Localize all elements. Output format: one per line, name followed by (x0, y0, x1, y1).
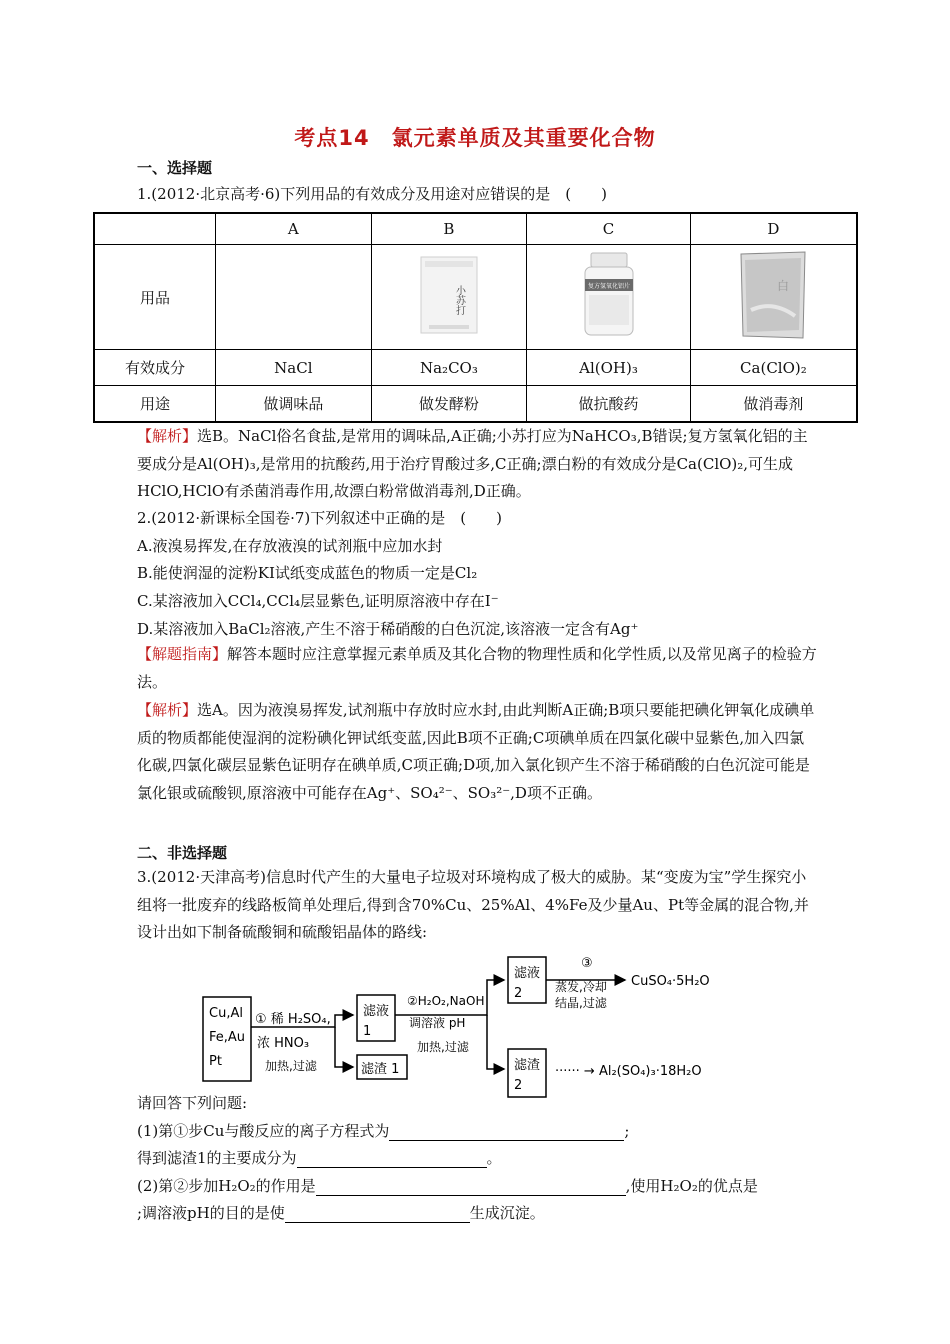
use-cell-a: 做调味品 (216, 386, 372, 423)
q2-option-b: B.能使润湿的淀粉KI试纸变成蓝色的物质一定是Cl₂ (137, 564, 478, 582)
q3-sub1b (137, 1148, 502, 1168)
start-line-1: Cu,Al (209, 1006, 243, 1021)
header-cell-c: C (527, 213, 691, 245)
q2-option-d: D.某溶液加入BaCl₂溶液,产生不溶于稀硝酸的白色沉淀,该溶液一定含有Ag⁺ (137, 620, 639, 638)
step1-reagent-label: ① 稀 H₂SO₄, (255, 1012, 331, 1027)
step2-ph-label: 调溶液 pH (409, 1016, 466, 1030)
residue1-label: 滤渣 1 (361, 1062, 400, 1077)
filtrate1-label: 滤液 (363, 1004, 390, 1019)
q2-guide (137, 641, 817, 696)
q2-guide-text: 解答本题时应注意掌握元素单质及其化合物的物理性质和化学性质,以及常见离子的检验方法。 (137, 645, 817, 691)
filtrate2-number: 2 (514, 986, 523, 1001)
step3-label-2: 结晶,过滤 (555, 996, 607, 1010)
q3-sub1b-end: 。 (486, 1149, 502, 1167)
product2-label: ······ → Al₂(SO₄)₃·18H₂O (555, 1064, 702, 1079)
analysis-tag: 【解析】 (137, 427, 198, 445)
step1-reagent-label-2: 浓 HNO₃ (257, 1036, 310, 1051)
answer-blank-2[interactable] (297, 1151, 487, 1168)
q3-sub1a (137, 1121, 629, 1141)
q3-sub1b-text: 得到滤渣1的主要成分为 (137, 1149, 297, 1167)
q3-stem: 3.(2012·天津高考)信息时代产生的大量电子垃圾对环境构成了极大的威胁。某“变废为宝”学生探究小组将一批废弃的线路板简单处理后,得到含70%Cu、25%Al、4%Fe及少量Au、Pt等金属的混合物,并设计出如下制备硫酸铜和硫酸铝晶体的路线: (137, 868, 809, 941)
step2-reagent-label: ②H₂O₂,NaOH (407, 994, 485, 1008)
table-corner-cell (94, 213, 216, 245)
use-cell-d: 做消毒剂 (690, 386, 857, 423)
component-cell-a: NaCl (216, 350, 372, 386)
q3-sub2b (137, 1203, 545, 1223)
item-cell-b (371, 245, 527, 350)
q3-sub1a-text: (1)第①步Cu与酸反应的离子方程式为 (137, 1122, 390, 1140)
q2-option-c: C.某溶液加入CCl₄,CCl₄层显紫色,证明原溶液中存在I⁻ (137, 592, 499, 610)
q3-prompt: 请回答下列问题: (137, 1094, 248, 1112)
row-label-item: 用品 (94, 245, 216, 350)
section-heading-nonchoice: 二、非选择题 (137, 844, 228, 862)
item-cell-d (690, 245, 857, 350)
baking-soda-label: 小苏打 (453, 285, 465, 315)
start-line-3: Pt (209, 1054, 222, 1069)
page-title: 考点14 氯元素单质及其重要化合物 (294, 126, 656, 150)
component-cell-c: Al(OH)₃ (527, 350, 691, 386)
process-flowchart (195, 945, 775, 1093)
answer-blank-1[interactable] (389, 1124, 624, 1141)
use-cell-c: 做抗酸药 (527, 386, 691, 423)
use-cell-b: 做发酵粉 (371, 386, 527, 423)
component-cell-b: Na₂CO₃ (371, 350, 527, 386)
antacid-bottle-label: 复方氢氧化铝片 (587, 283, 630, 290)
step2-condition-label: 加热,过滤 (417, 1040, 469, 1054)
bleach-bag-label: 白 (777, 279, 790, 293)
q1-analysis-text: 选B。NaCl俗名食盐,是常用的调味品,A正确;小苏打应为NaHCO₃,B错误;复方氢氧化铝的主要成分是Al(OH)₃,是常用的抗酸药,用于治疗胃酸过多,C正确;漂白粉的有效成分是Ca(ClO)₂,可生成HClO,HClO有杀菌消毒作用,故漂白粉常做消毒剂,D正确。 (137, 427, 808, 500)
product1-label: CuSO₄·5H₂O (631, 974, 710, 989)
product-table (93, 212, 858, 423)
step3-number: ③ (581, 956, 593, 971)
section-heading-choice: 一、选择题 (137, 159, 213, 177)
table-row-uses (94, 386, 857, 423)
bleach-powder-bag-image (737, 250, 809, 340)
component-cell-d: Ca(ClO)₂ (690, 350, 857, 386)
q2-analysis (137, 697, 817, 807)
q1-analysis (137, 423, 817, 506)
q2-analysis-text: 选A。因为液溴易挥发,试剂瓶中存放时应水封,由此判断A正确;B项只要能把碘化钾氧化成碘单质的物质都能使湿润的淀粉碘化钾试纸变蓝,因此B项不正确;C项碘单质在四氯化碳中显紫色,加入四氯化碳,四氯化碳层显紫色证明存在碘单质,C项正确;D项,加入氯化钡产生不溶于稀硝酸的白色沉淀可能是氯化银或硫酸钡,原溶液中可能存在Ag⁺、SO₄²⁻、SO₃²⁻,D项不正确。 (137, 701, 815, 802)
q3-sub2b-end: 生成沉淀。 (469, 1204, 545, 1222)
q2-option-a: A.液溴易挥发,在存放液溴的试剂瓶中应加水封 (137, 537, 443, 555)
header-cell-a: A (216, 213, 372, 245)
header-cell-d: D (690, 213, 857, 245)
q1-stem: 1.(2012·北京高考·6)下列用品的有效成分及用途对应错误的是 ( ) (137, 185, 607, 203)
step3-label-1: 蒸发,冷却 (555, 980, 607, 994)
arrow-to-residue1 (335, 1027, 353, 1067)
table-row-items (94, 245, 857, 350)
q3-sub2a (137, 1176, 758, 1196)
arrow-to-residue2 (487, 1015, 504, 1069)
antacid-bottle-image (579, 251, 639, 339)
row-label-component: 有效成分 (94, 350, 216, 386)
start-line-2: Fe,Au (209, 1030, 246, 1045)
step1-condition-label: 加热,过滤 (265, 1059, 317, 1073)
table-header-row (94, 213, 857, 245)
q3-sub1a-end: ; (624, 1122, 630, 1140)
answer-blank-3[interactable] (316, 1179, 626, 1196)
row-label-use: 用途 (94, 386, 216, 423)
item-cell-a (216, 245, 372, 350)
table-row-components (94, 350, 857, 386)
q3-sub2b-text: ;调溶液pH的目的是使 (137, 1204, 285, 1222)
q2-stem: 2.(2012·新课标全国卷·7)下列叙述中正确的是 ( ) (137, 509, 502, 527)
residue2-number: 2 (514, 1078, 523, 1093)
guide-tag: 【解题指南】 (137, 645, 228, 663)
baking-soda-packet-image (419, 255, 479, 335)
header-cell-b: B (371, 213, 527, 245)
answer-blank-4[interactable] (285, 1206, 470, 1223)
q3-sub2a-text: (2)第②步加H₂O₂的作用是 (137, 1177, 316, 1195)
residue2-label: 滤渣 (514, 1058, 541, 1073)
item-cell-c (527, 245, 691, 350)
q3-sub2a-end: ,使用H₂O₂的优点是 (625, 1177, 758, 1195)
filtrate1-number: 1 (363, 1024, 372, 1039)
filtrate2-label: 滤液 (514, 966, 541, 981)
analysis-tag: 【解析】 (137, 701, 198, 719)
